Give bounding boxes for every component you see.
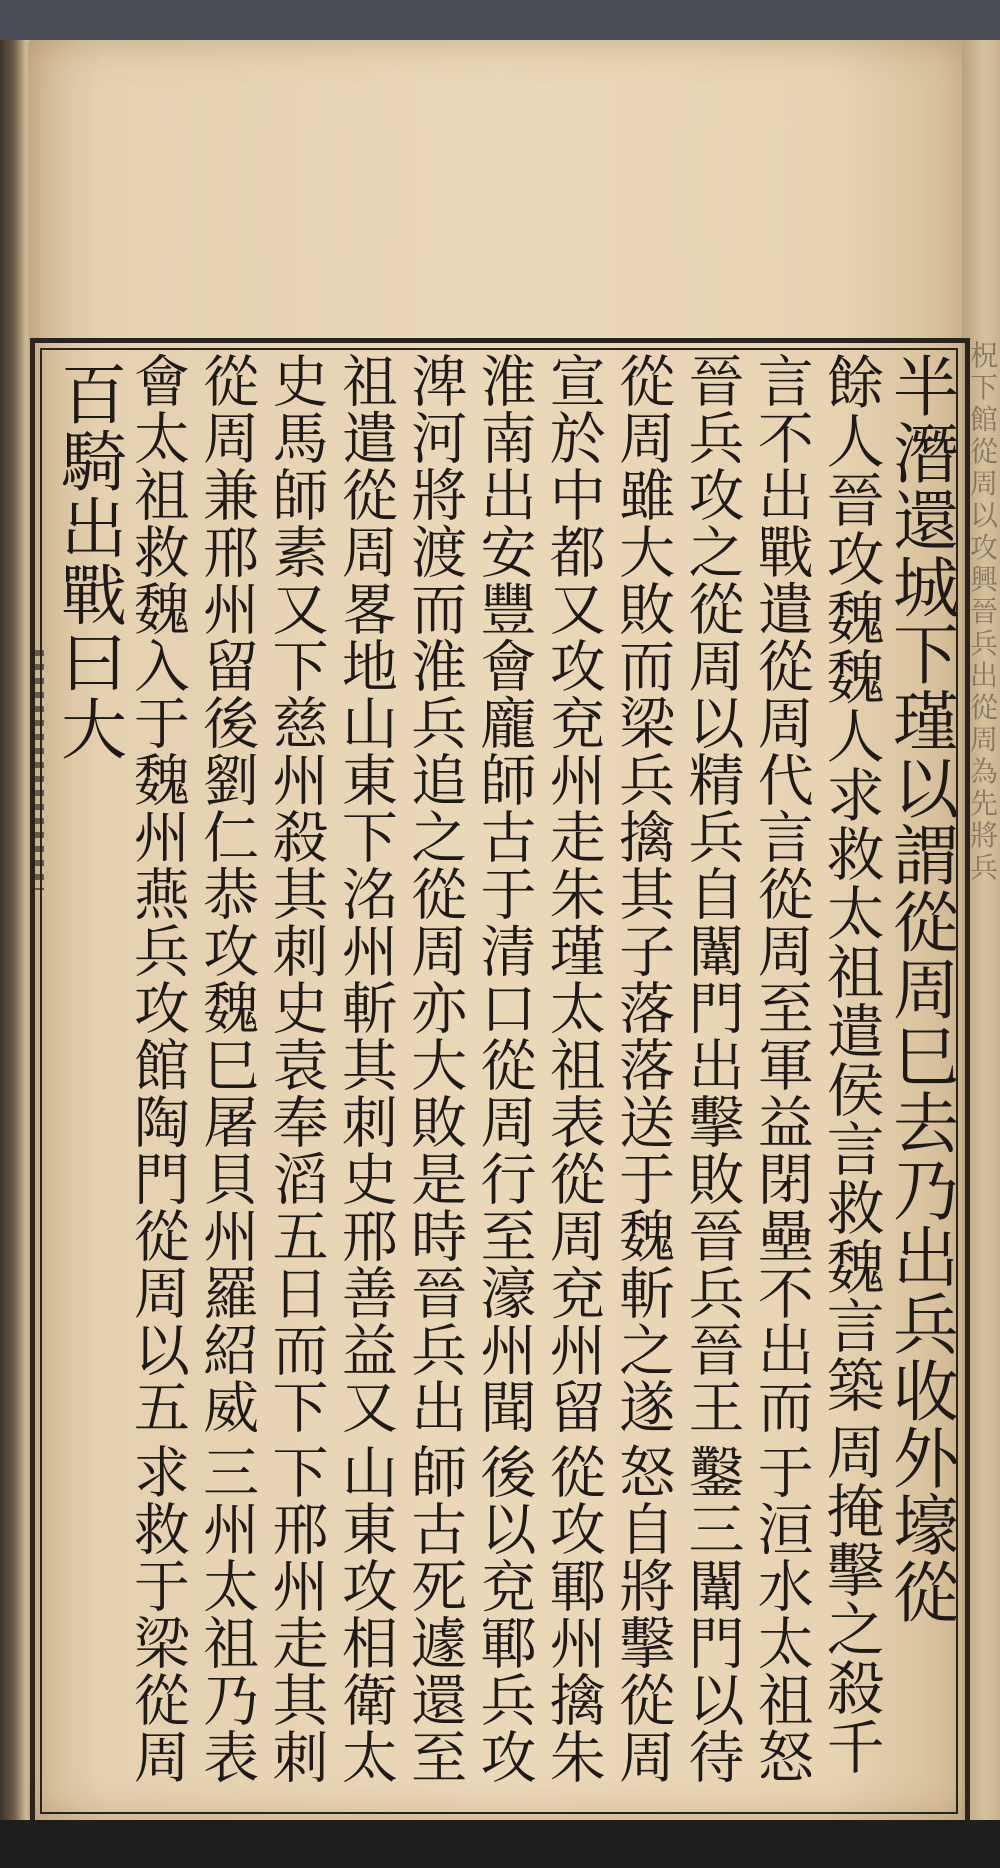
- column-6-text: 宣於中都又攻兗州走朱瑾太祖表從周兗州留: [540, 352, 606, 1435]
- top-background: [0, 0, 1000, 40]
- column-8-text: 渒河將渡而淮兵追之從周亦大敗是時晉兵出: [402, 352, 468, 1435]
- text-column-6: [539, 352, 607, 1812]
- column-11-tail-text: 三州太祖乃表: [194, 1443, 260, 1785]
- text-column-5: [609, 352, 677, 1812]
- column-6-tail-text: 從攻鄆州擒朱: [540, 1443, 606, 1785]
- text-column-9: [331, 352, 399, 1812]
- column-12-text: 會太祖救魏入于魏州燕兵攻館陶門從周以五: [124, 352, 190, 1435]
- column-5-text: 從周雖大敗而梁兵擒其子落落送于魏斬之遂: [610, 352, 676, 1435]
- column-2-text: 餘人晉攻魏魏人求救太祖遣侯言救魏言築: [816, 352, 885, 1414]
- text-column-8: [401, 352, 469, 1812]
- column-9-tail-text: 山東攻相衛太: [332, 1443, 398, 1785]
- column-5-tail-text: 怒自將擊從周: [610, 1443, 676, 1785]
- column-7-tail-text: 後以兗鄆兵攻: [471, 1443, 537, 1785]
- column-3-text: 言不出戰遣從周代言從周至軍益閉壘不出而: [748, 352, 814, 1435]
- column-4-tail-text: 鑿三闈門以待: [679, 1443, 745, 1785]
- text-column-7: [470, 352, 538, 1812]
- column-13-tail-text: 百騎出戰曰大: [49, 360, 127, 762]
- text-column-13: [49, 352, 127, 1812]
- column-3-tail-text: 于洹水太祖怒: [748, 1443, 814, 1785]
- fold-margin-mark: [34, 650, 44, 890]
- column-4-text: 晉兵攻之從周以精兵自闈門出擊敗晉兵晉王: [679, 352, 745, 1435]
- text-column-11: [193, 352, 261, 1812]
- column-10-tail-text: 下邢州走其刺: [263, 1443, 329, 1785]
- text-column-4: [678, 352, 746, 1812]
- text-column-1: [881, 352, 959, 1812]
- text-column-12: [123, 352, 191, 1812]
- column-2-tail-text: 周掩擊之殺千: [816, 1422, 885, 1776]
- text-column-3: [747, 352, 815, 1812]
- text-column-10: [262, 352, 330, 1812]
- column-10-text: 史馬師素又下慈州殺其刺史袁奉滔五日而下: [263, 352, 329, 1435]
- column-7-text: 淮南出安豐會龐師古于清口從周行至濠州聞: [471, 352, 537, 1435]
- column-12-tail-text: 求救于梁從周: [124, 1443, 190, 1785]
- next-page-text: 柷下館從周以攻興晉兵出從周為先將兵: [970, 339, 999, 884]
- text-column-2: [817, 352, 885, 1812]
- column-11-text: 從周兼邢州留後劉仁恭攻魏巳屠貝州羅紹威: [194, 352, 260, 1435]
- column-8-tail-text: 師古死遽還至: [402, 1443, 468, 1785]
- bottom-background: [0, 1820, 1000, 1868]
- column-9-text: 祖遣從周畧地山東下洺州斬其刺史邢善益又: [332, 352, 398, 1435]
- vertical-text-block: [48, 352, 960, 1812]
- column-1-text: 半潛還城下瑾以謂從周巳去乃出兵收外壕從: [881, 352, 959, 1625]
